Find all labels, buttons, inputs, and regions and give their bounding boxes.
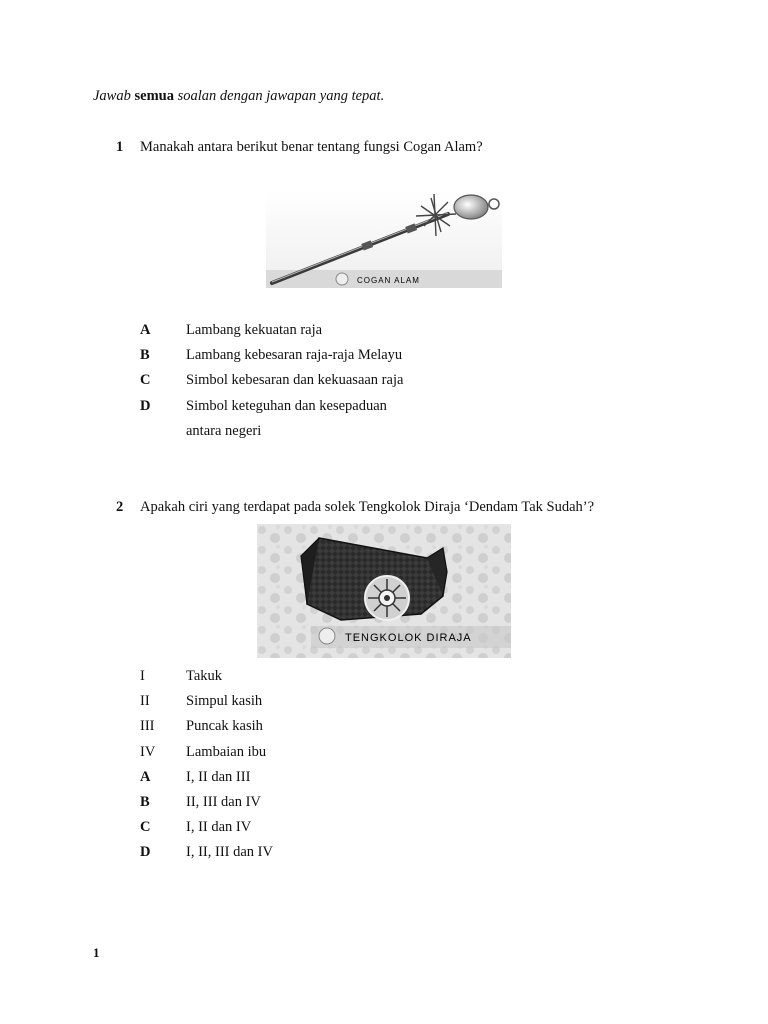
instruction-pre: Jawab [93, 88, 131, 104]
instruction [93, 88, 384, 105]
q2-option-b-text: II, III dan IV [186, 794, 261, 810]
q2-statement-iii-text: Puncak kasih [186, 718, 263, 734]
question-2-number: 2 [116, 499, 124, 515]
q2-option-c-letter: C [140, 819, 151, 835]
tengkolok-diraja-image [257, 524, 511, 658]
question-1-text: Manakah antara berikut benar tentang fungsi Cogan Alam? [140, 139, 483, 155]
q2-option-a-text: I, II dan III [186, 769, 251, 785]
q1-option-b-text: Lambang kebesaran raja-raja Melayu [186, 347, 403, 363]
q2-option-d-letter: D [140, 844, 151, 860]
tengkolok-diraja-caption: TENGKOLOK DIRAJA [345, 632, 472, 644]
question-1-number: 1 [116, 139, 124, 155]
cogan-alam-illustration [266, 190, 502, 288]
q2-statement-iv-numeral: IV [140, 744, 156, 760]
q2-option-b-letter: B [140, 794, 150, 810]
q1-option-b-letter: B [140, 347, 150, 363]
q1-option-a-letter: A [140, 322, 151, 338]
cogan-alam-image [266, 190, 502, 288]
q1-option-c-text: Simbol kebesaran dan kekuasaan raja [186, 372, 404, 388]
q2-statement-ii-numeral: II [140, 693, 150, 709]
q2-option-d-text: I, II, III dan IV [186, 844, 273, 860]
q2-statement-i-numeral: I [140, 668, 145, 684]
q2-statement-iii-numeral: III [140, 718, 155, 734]
q1-option-d-text: Simbol keteguhan dan kesepaduan [186, 398, 387, 414]
q2-option-c-text: I, II dan IV [186, 819, 252, 835]
q1-option-c-letter: C [140, 372, 151, 388]
cogan-alam-caption: COGAN ALAM [357, 276, 420, 285]
question-2-text: Apakah ciri yang terdapat pada solek Tengkolok Diraja ‘Dendam Tak Sudah’? [140, 499, 595, 515]
q2-option-a-letter: A [140, 769, 151, 785]
instruction-bold: semua [134, 88, 174, 104]
q2-statement-i-text: Takuk [186, 668, 223, 684]
tengkolok-diraja-illustration [257, 524, 511, 658]
q2-statement-iv-text: Lambaian ibu [186, 744, 267, 760]
q1-option-d-text-continued: antara negeri [186, 423, 262, 439]
q2-statement-ii-text: Simpul kasih [186, 693, 263, 709]
page-number: 1 [93, 945, 100, 960]
instruction-post: soalan dengan jawapan yang tepat. [177, 88, 385, 104]
q1-option-a-text: Lambang kekuatan raja [186, 322, 323, 338]
q1-option-d-letter: D [140, 398, 151, 414]
